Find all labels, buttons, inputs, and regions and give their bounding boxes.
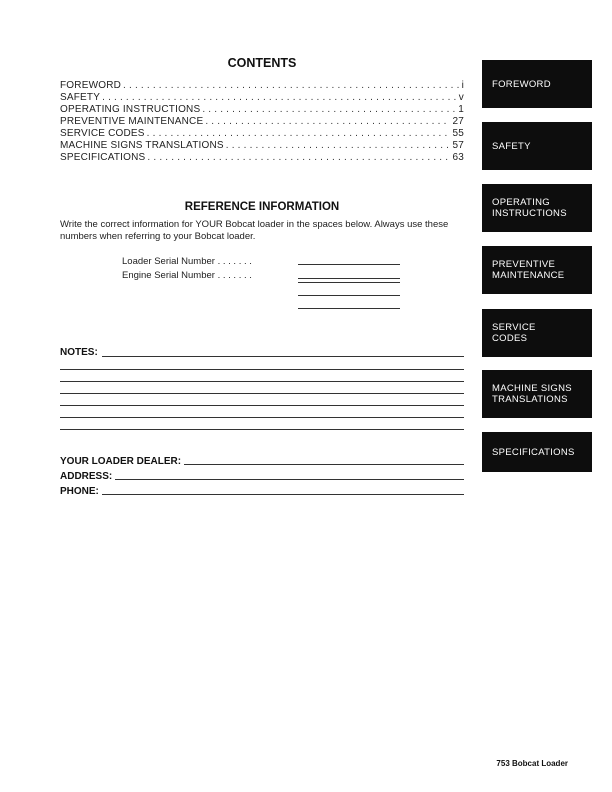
blank-line[interactable]: [298, 295, 400, 296]
notes-section: [60, 347, 464, 430]
toc-entry-label: SERVICE CODES: [60, 128, 145, 139]
toc-leader-dots: [102, 92, 457, 104]
footer-model: 753 Bobcat Loader: [496, 759, 568, 768]
phone-row: [60, 482, 464, 497]
tab-preventive-maintenance[interactable]: [482, 246, 592, 294]
contents-title: CONTENTS: [227, 56, 297, 70]
toc-entry-page: 57: [452, 140, 464, 151]
notes-line[interactable]: [102, 356, 464, 357]
notes-line[interactable]: [60, 417, 464, 418]
dealer-label: YOUR LOADER DEALER:: [60, 456, 182, 467]
toc-leader-dots: [123, 80, 460, 92]
tab-label: MACHINE SIGNS TRANSLATIONS: [492, 383, 572, 405]
notes-label: NOTES:: [60, 347, 98, 358]
tab-label: PREVENTIVE MAINTENANCE: [492, 259, 565, 281]
dealer-field[interactable]: [184, 464, 464, 465]
toc-entry-service-codes[interactable]: [60, 128, 464, 140]
reference-instructions: Write the correct information for YOUR Bobcat loader in the spaces below. Always use these numbers when referring to your Bobcat loader.: [60, 219, 449, 242]
dealer-section: [60, 452, 464, 497]
tab-specifications[interactable]: [482, 432, 592, 472]
toc-entry-page: i: [461, 80, 464, 91]
toc-entry-label: FOREWORD: [60, 80, 122, 91]
notes-line[interactable]: [60, 405, 464, 406]
toc-entry-label: MACHINE SIGNS TRANSLATIONS: [60, 140, 224, 151]
toc-leader-dots: [202, 104, 456, 116]
address-label: ADDRESS:: [60, 471, 113, 482]
notes-line[interactable]: [60, 429, 464, 430]
blank-line[interactable]: [298, 282, 400, 283]
tab-label: FOREWORD: [492, 78, 551, 90]
tab-foreword[interactable]: [482, 60, 592, 108]
extra-serial-lines: [298, 282, 400, 321]
tab-label: SERVICE CODES: [492, 322, 536, 344]
blank-line[interactable]: [298, 308, 400, 309]
toc-entry-specifications[interactable]: [60, 152, 464, 164]
toc-leader-dots: [205, 116, 450, 128]
tab-label: SPECIFICATIONS: [492, 446, 575, 458]
toc-entry-operating-instructions[interactable]: [60, 104, 464, 116]
reference-information-title: REFERENCE INFORMATION: [184, 201, 340, 213]
loader-serial-row: [122, 253, 400, 267]
notes-row: [60, 347, 464, 358]
tab-service-codes[interactable]: [482, 309, 592, 357]
engine-serial-row: [122, 267, 400, 281]
dealer-row: [60, 452, 464, 467]
toc-entry-page: 63: [452, 152, 464, 163]
tab-label: OPERATING INSTRUCTIONS: [492, 197, 567, 219]
toc-leader-dots: [147, 152, 450, 164]
toc-entry-page: v: [458, 92, 464, 103]
notes-line[interactable]: [60, 369, 464, 370]
toc-entry-label: PREVENTIVE MAINTENANCE: [60, 116, 204, 127]
phone-label: PHONE:: [60, 486, 99, 497]
toc-entry-machine-signs-translations[interactable]: [60, 140, 464, 152]
toc-entry-page: 55: [452, 128, 464, 139]
table-of-contents: [60, 80, 464, 164]
tab-operating-instructions[interactable]: [482, 184, 592, 232]
notes-line[interactable]: [60, 393, 464, 394]
toc-leader-dots: [226, 140, 451, 152]
tab-label: SAFETY: [492, 140, 531, 152]
toc-entry-preventive-maintenance[interactable]: [60, 116, 464, 128]
engine-serial-field[interactable]: [298, 278, 400, 279]
phone-field[interactable]: [102, 494, 464, 495]
loader-serial-field[interactable]: [298, 264, 400, 265]
tab-machine-signs-translations[interactable]: [482, 370, 592, 418]
toc-entry-foreword[interactable]: [60, 80, 464, 92]
toc-leader-dots: [147, 128, 451, 140]
engine-serial-label: Engine Serial Number . . . . . . .: [122, 270, 252, 281]
toc-entry-label: OPERATING INSTRUCTIONS: [60, 104, 201, 115]
notes-line[interactable]: [60, 381, 464, 382]
toc-entry-label: SAFETY: [60, 92, 101, 103]
toc-entry-safety[interactable]: [60, 92, 464, 104]
toc-entry-page: 27: [452, 116, 464, 127]
toc-entry-page: 1: [458, 104, 464, 115]
toc-entry-label: SPECIFICATIONS: [60, 152, 146, 163]
address-row: [60, 467, 464, 482]
loader-serial-label: Loader Serial Number . . . . . . .: [122, 256, 252, 267]
tab-safety[interactable]: [482, 122, 592, 170]
serial-number-section: [122, 253, 400, 281]
address-field[interactable]: [115, 479, 464, 480]
